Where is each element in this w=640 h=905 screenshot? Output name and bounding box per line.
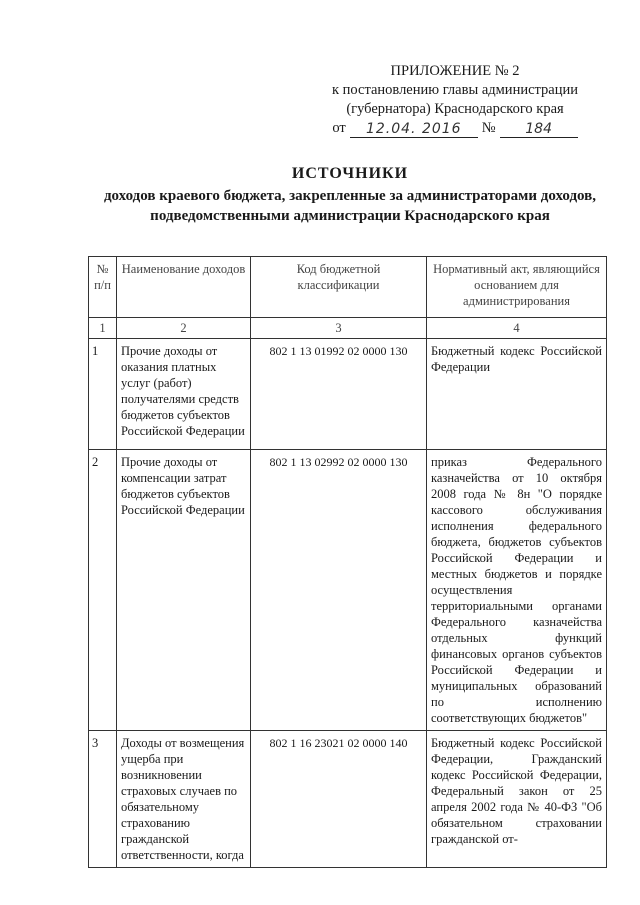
header-normative-act: Нормативный акт, являющийся основанием для администрирования: [427, 257, 607, 318]
appendix-authority-line: (губернатора) Краснодарского края: [346, 101, 564, 117]
row-number: 2: [89, 450, 117, 731]
normative-act: приказ Федерального казначейства от 10 октября 2008 года № 8н "О порядке кассового обслуживания исполнения федерального бюджета, бюджетов субъектов Российской Федерации и местных бюджетов и порядке осуществления территориальными органами Федерального казначейства отдельных функций финансовых органов субъектов Российской Федерации и муниципальных образований по исполнению соответствующих бюджетов": [427, 450, 607, 731]
budget-code: 802 1 16 23021 02 0000 140: [251, 731, 427, 868]
table-row: [89, 339, 607, 450]
column-number: 2: [117, 318, 251, 339]
number-label: №: [481, 120, 496, 136]
table-row: [89, 450, 607, 731]
title-main: ИСТОЧНИКИ: [291, 165, 409, 182]
row-number: 1: [89, 339, 117, 450]
income-name: Прочие доходы от оказания платных услуг (работ) получателями средств бюджетов субъектов Российской Федерации: [117, 339, 251, 450]
header-income-name: Наименование доходов: [117, 257, 251, 318]
normative-act: Бюджетный кодекс Российской Федерации: [427, 339, 607, 450]
column-number-row: [89, 318, 607, 339]
budget-code: 802 1 13 01992 02 0000 130: [251, 339, 427, 450]
normative-act: Бюджетный кодекс Российской Федерации, Гражданский кодекс Российской Федерации, Федеральный закон от 25 апреля 2002 года № 40-ФЗ "Об обязательном страховании гражданской от-: [427, 731, 607, 868]
column-number: 3: [251, 318, 427, 339]
appendix-resolution-line: к постановлению главы администрации: [331, 82, 579, 98]
handwritten-date: 12.04. 2016: [350, 121, 478, 138]
budget-code: 802 1 13 02992 02 0000 130: [251, 450, 427, 731]
document-title: [60, 164, 640, 226]
income-name: Доходы от возмещения ущерба при возникновении страховых случаев по обязательному страхованию гражданской ответственности, когда: [117, 731, 251, 868]
revenue-sources-table: [88, 256, 607, 868]
date-label: от: [332, 120, 346, 136]
appendix-date-number-row: [310, 119, 600, 138]
handwritten-number: 184: [500, 121, 578, 138]
header-number: № п/п: [89, 257, 117, 318]
income-name: Прочие доходы от компенсации затрат бюджетов субъектов Российской Федерации: [117, 450, 251, 731]
table-row: [89, 731, 607, 868]
table-header-row: [89, 257, 607, 318]
row-number: 3: [89, 731, 117, 868]
column-number: 1: [89, 318, 117, 339]
title-subtitle: доходов краевого бюджета, закрепленные за администраторами доходов, подведомственными администрации Краснодарского края: [103, 188, 597, 224]
appendix-header: [310, 62, 600, 138]
appendix-title: ПРИЛОЖЕНИЕ № 2: [390, 63, 520, 79]
column-number: 4: [427, 318, 607, 339]
header-budget-code: Код бюджетной классификации: [251, 257, 427, 318]
